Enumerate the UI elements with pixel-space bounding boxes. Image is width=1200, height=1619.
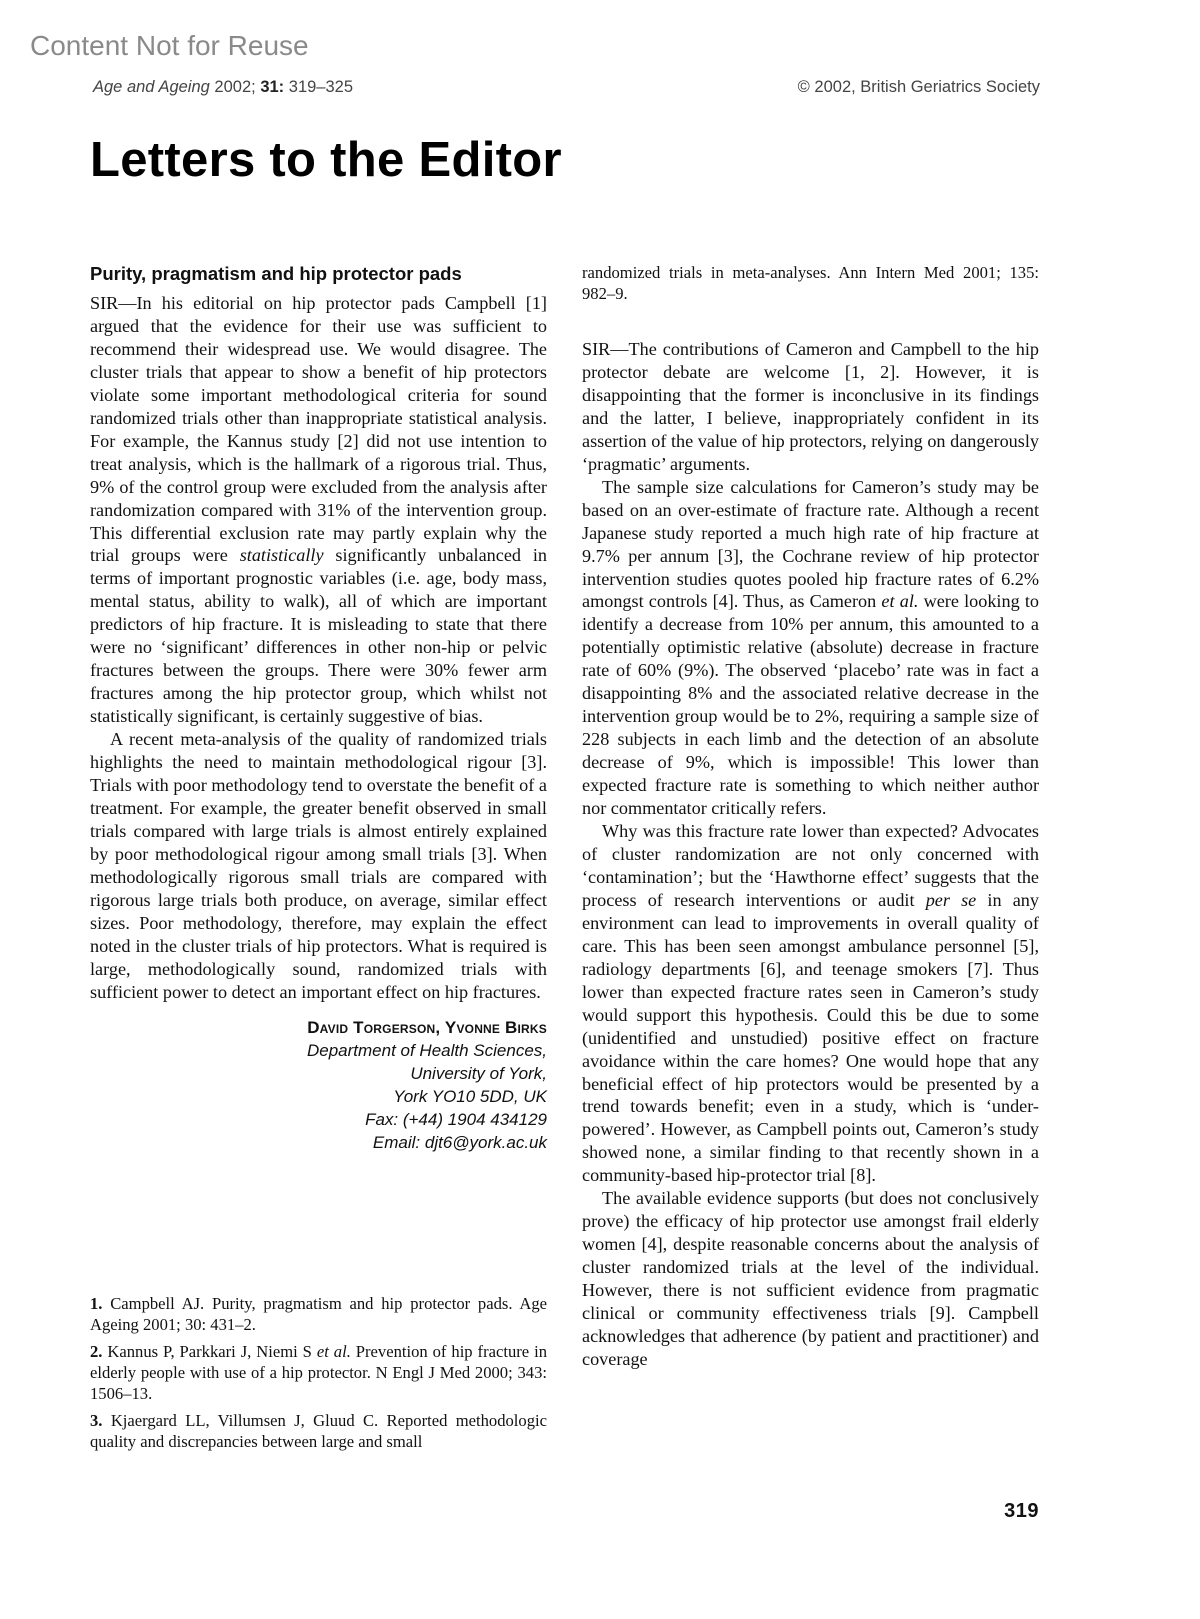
- reference-list: [90, 1293, 547, 1458]
- author-names: David Torgerson, Yvonne Birks: [307, 1017, 547, 1037]
- journal-name: Age and Ageing: [93, 78, 210, 96]
- journal-pages: 319–325: [288, 78, 354, 96]
- paragraph-text: significantly unbalanced in terms of important prognostic variables (i.e. age, body mass, mental status, ability to walk), all of which are important predictors of hip fracture. It is misleading to state that there were no ‘significant’ differences in other non-hip or pelvic fractures between the groups. There were 30% fewer arm fractures among the hip protector group, which whilst not statistically significant, is certainly suggestive of bias.: [90, 545, 547, 727]
- paragraph-text: SIR—In his editorial on hip protector pads Campbell [1] argued that the evidence for their use was sufficient to recommend their widespread use. We would disagree. The cluster trials that appear to show a benefit of hip protectors violate some important methodological criteria for sound randomized trials other than inappropriate statistical analysis. For example, the Kannus study [2] did not use intention to treat analysis, which is the hallmark of a rigorous trial. Thus, 9% of the control group were excluded from the analysis after randomization compared with 31% of the intervention group. This differential exclusion rate may partly explain why the trial groups were: [90, 293, 547, 566]
- paragraph-text: in any environment can lead to improvements in overall quality of care. This has been seen amongst ambulance personnel [5], radiology departments [6], and teenage smokers [7]. Thus lower than expected fracture rates seen in Cameron’s study would support this hypothesis. Could this be due to some (unidentified and unstudied) positive effect on fracture avoidance within the care homes? One would hope that any beneficial effect of hip protectors would be presented by a trend towards benefit; even in a study, which is ‘under-powered’. However, as Campbell points out, Cameron’s study showed none, a similar finding to that recently shown in a community-based hip-protector trial [8].: [582, 889, 1039, 1186]
- right-column: [582, 262, 1039, 1371]
- page-number: 319: [1004, 1500, 1039, 1522]
- email-line: Email: djt6@york.ac.uk: [372, 1132, 547, 1152]
- letter2-paragraph-3: [582, 820, 1039, 1187]
- fax-line: Fax: (+44) 1904 434129: [365, 1109, 547, 1129]
- reference-item: [90, 1293, 547, 1335]
- journal-volume: 31:: [260, 78, 285, 96]
- reference-item: [90, 1410, 547, 1452]
- section-title: Letters to the Editor: [90, 133, 562, 187]
- reference-number: 3.: [90, 1411, 103, 1430]
- letter1-paragraph-2: A recent meta-analysis of the quality of randomized trials highlights the need to maintain methodological rigour [3]. Trials with poor methodology tend to overstate the benefit of a treatment. For example, the greater benefit observed in small trials compared with large trials is almost entirely explained by poor methodological rigour among small trials [3]. When methodologically rigorous small trials are compared with rigorous large trials both produce, on average, similar effect sizes. Poor methodology, therefore, may explain the effect noted in the cluster trials of hip protectors. What is required is large, methodologically sound, randomized trials with sufficient power to detect an important effect on hip fractures.: [90, 729, 547, 1002]
- journal-citation: [93, 78, 353, 97]
- left-column: [90, 262, 547, 1154]
- letter2-paragraph-1: SIR—The contributions of Cameron and Campbell to the hip protector debate are welcome [1, 2]. However, it is disappointing that the former is inconclusive in its findings and the latter, I believe, inappropriately confident in its assertion of the value of hip protectors, relying on dangerously ‘pragmatic’ arguments.: [582, 339, 1039, 474]
- emphasis-text: statistically: [239, 545, 324, 566]
- reference-text: Kjaergard LL, Villumsen J, Gluud C. Reported methodologic quality and discrepancies between large and small: [90, 1411, 547, 1451]
- journal-year: 2002;: [214, 78, 256, 96]
- reference-text: Campbell AJ. Purity, pragmatism and hip protector pads. Age Ageing 2001; 30: 431–2.: [90, 1294, 547, 1334]
- letter-title: Purity, pragmatism and hip protector pads: [90, 263, 462, 284]
- emphasis-text: et al.: [316, 1342, 351, 1361]
- paragraph-text: The sample size calculations for Cameron’s study may be based on an over-estimate of fracture rate. Although a recent Japanese study reported a much high rate of hip fracture at 9.7% per annum [3], the Cochrane review of hip protector intervention studies quotes pooled hip fracture rates of 6.2% amongst controls [4]. Thus, as Cameron: [582, 476, 1039, 612]
- reference-number: 1.: [90, 1294, 103, 1313]
- paragraph-text: were looking to identify a decrease from 10% per annum, this amounted to a potentially optimistic relative (absolute) decrease in fracture rate of 60% (9%). The observed ‘placebo’ rate was in fact a disappointing 8% and the associated relative decrease in the intervention group would be to 2%, requiring a sample size of 228 subjects in each limb and the detection of an absolute decrease of 9%, which is impossible! This lower than expected fracture rate is something to which neither author nor commentator critically refers.: [582, 591, 1039, 819]
- affiliation-line: York YO10 5DD, UK: [393, 1086, 547, 1106]
- reference-text: Prevention of hip fracture in elderly people with use of a hip protector. N Engl J Med 2000; 343: 1506–13.: [90, 1342, 547, 1403]
- watermark: Content Not for Reuse: [30, 30, 309, 61]
- emphasis-text: et al.: [881, 591, 919, 612]
- paragraph-text: Why was this fracture rate lower than expected? Advocates of cluster randomization are not only concerned with ‘contamination’; but the ‘Hawthorne effect’ suggests that the process of research interventions or audit: [582, 821, 1039, 910]
- reference-number: 2.: [90, 1342, 103, 1361]
- letter2-paragraph-2: [582, 476, 1039, 820]
- reference-text: Kannus P, Parkkari J, Niemi S: [107, 1342, 317, 1361]
- letter2-paragraph-4: The available evidence supports (but does not conclusively prove) the efficacy of hip protector use amongst frail elderly women [4], despite reasonable concerns about the analysis of cluster randomized trials at the level of the individual. However, there is not sufficient evidence from pragmatic clinical or community effectiveness trials [9]. Campbell acknowledges that adherence (by patient and practitioner) and coverage: [582, 1188, 1039, 1369]
- letter1-paragraph-1: [90, 292, 547, 728]
- reference-item: [90, 1341, 547, 1404]
- affiliation-line: University of York,: [410, 1063, 547, 1083]
- emphasis-text: per se: [925, 889, 977, 910]
- affiliation-line: Department of Health Sciences,: [306, 1040, 547, 1060]
- author-signature: [90, 1016, 547, 1154]
- copyright-notice: © 2002, British Geriatrics Society: [797, 78, 1040, 96]
- reference-continuation: randomized trials in meta-analyses. Ann Intern Med 2001; 135: 982–9.: [582, 263, 1039, 303]
